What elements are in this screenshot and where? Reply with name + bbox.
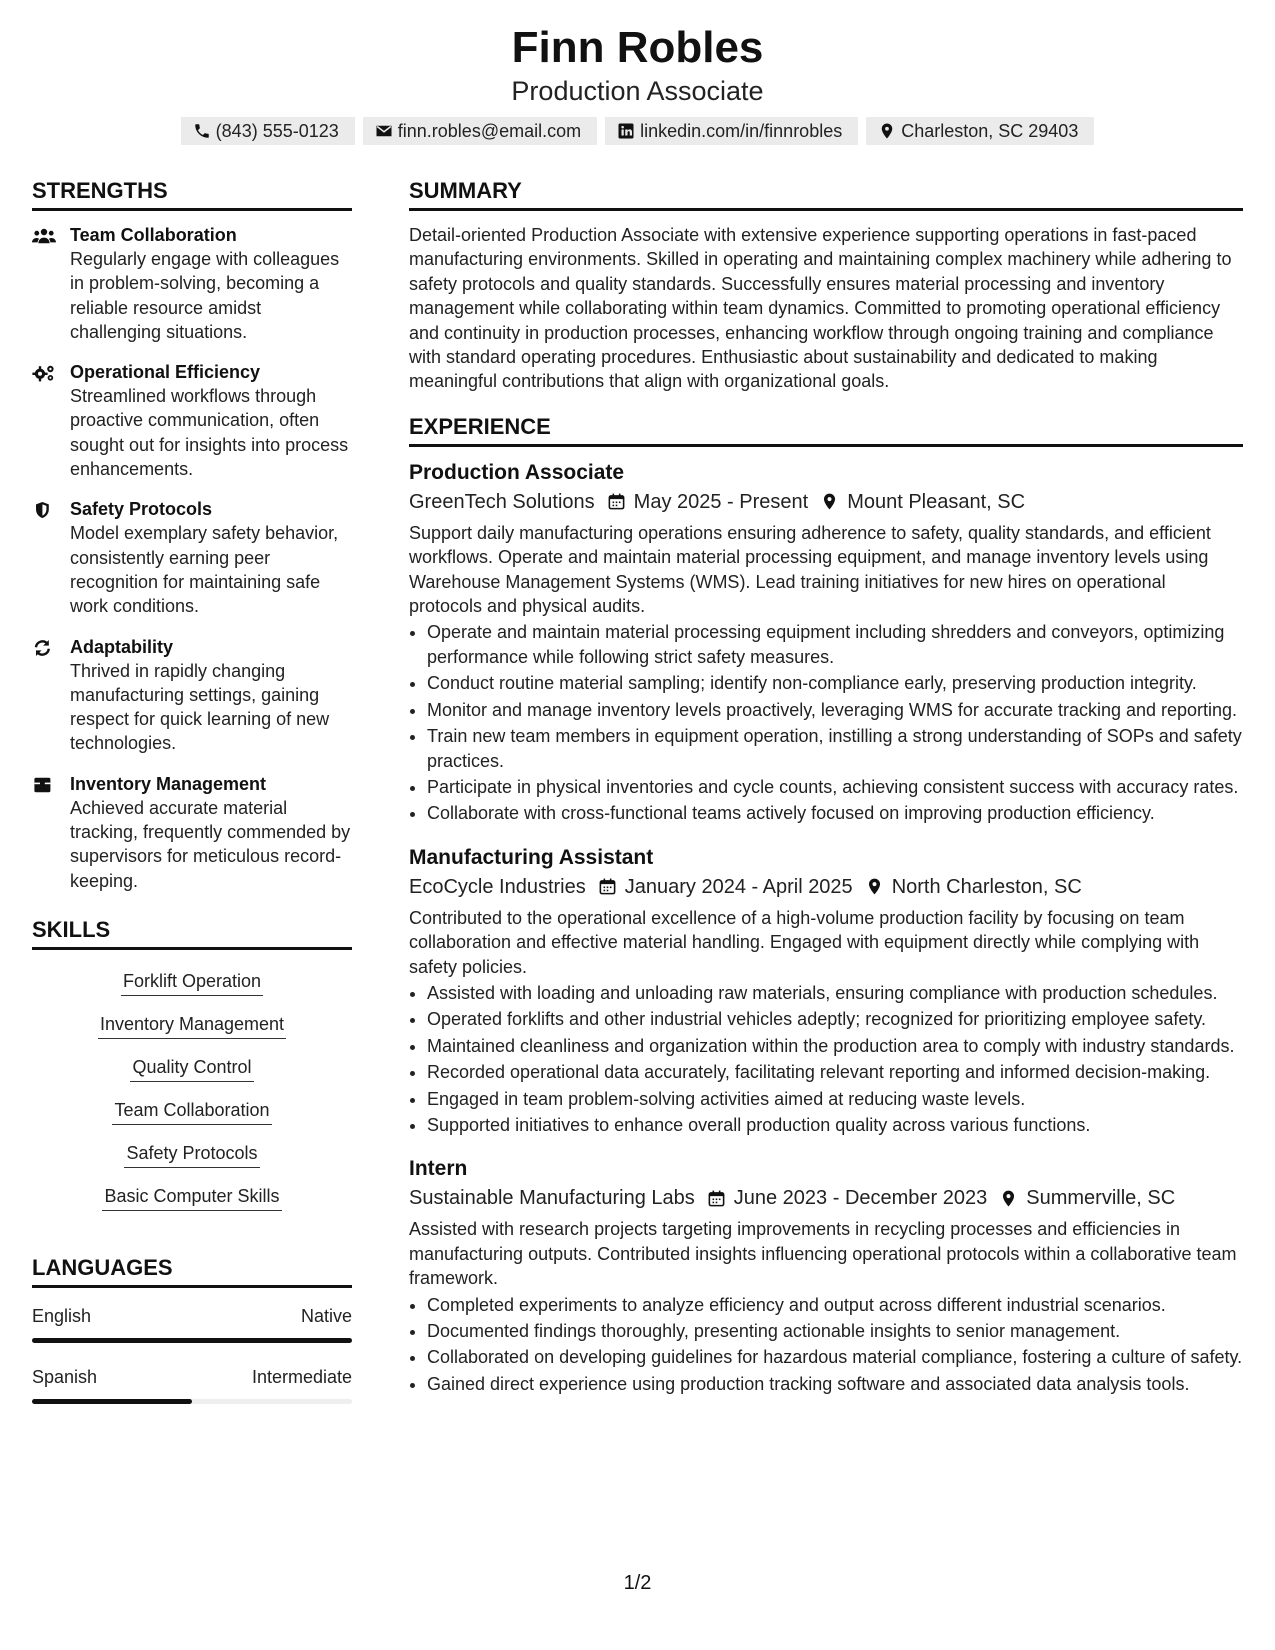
contact-bar <box>0 117 1275 145</box>
job-bullet: • Assisted with loading and unloading raw materials, ensuring compliance with production schedules. <box>427 981 1243 1005</box>
job-title: Production Associate <box>409 460 625 484</box>
sync-icon <box>32 638 56 658</box>
job-bullets <box>409 1293 1243 1397</box>
job-bullets <box>409 981 1243 1137</box>
summary-text: Detail-oriented Production Associate with extensive experience supporting operations in fast-paced manufacturing environments. Skilled in operating and maintaining complex machinery while adhering to safety protocols and quality standards. Successfully ensures material processing and inventory management while collaborating within team dynamics. Committed to promoting operational efficiency and continuity in production processes, enhancing workflow through ongoing training and compliance with standard operating procedures. Enthusiastic about sustainability and dedicated to making meaningful contributions that align with organizational goals. <box>409 225 1232 392</box>
strength-desc: Regularly engage with colleagues in problem-solving, becoming a reliable resource amidst challenging situations. <box>70 249 340 342</box>
resume-header <box>0 22 1275 145</box>
job-bullet: • Operated forklifts and other industrial vehicles adeptly; recognized for prioritizing employee safety. <box>427 1007 1243 1031</box>
page-number: 1/2 <box>623 1572 652 1594</box>
job-bullet: • Monitor and manage inventory levels proactively, leveraging WMS for accurate tracking and reporting. <box>427 698 1243 722</box>
job-bullet: • Collaborated on developing guidelines for hazardous material compliance, fostering a culture of safety. <box>427 1345 1243 1369</box>
job-entry <box>409 844 1243 1138</box>
job-description: Support daily manufacturing operations ensuring adherence to safety, quality standards, and efficient workflows. Operate and maintain material processing equipment, and manage inventory levels using Warehouse Management Systems (WMS). Lead training initiatives for new hires on operational protocols and physical audits. <box>409 522 1211 617</box>
map-pin-icon <box>999 1189 1018 1208</box>
phone-icon <box>193 122 211 140</box>
gears-icon <box>32 363 56 383</box>
job-bullet: • Train new team members in equipment operation, instilling a strong understanding of SOPs and safety practices. <box>427 724 1243 773</box>
strength-desc: Streamlined workflows through proactive communication, often sought out for insights into process enhancements. <box>70 386 349 480</box>
job-bullet: • Participate in physical inventories and cycle counts, achieving consistent success with accuracy rates. <box>427 775 1243 799</box>
calendar-icon <box>598 877 617 896</box>
language-proficiency-bar <box>32 1338 352 1343</box>
skill-tag: Quality Control <box>130 1054 253 1082</box>
job-company: EcoCycle Industries <box>409 875 586 898</box>
job-bullet: • Supported initiatives to enhance overall production quality across various functions. <box>427 1113 1243 1137</box>
strength-title: Team Collaboration <box>70 225 237 245</box>
strength-item <box>32 772 352 893</box>
linkedin-icon <box>617 122 635 140</box>
job-location: North Charleston, SC <box>891 875 1082 898</box>
job-bullet: • Gained direct experience using production tracking software and associated data analysis tools. <box>427 1372 1243 1396</box>
skill-tag: Forklift Operation <box>121 968 263 996</box>
language-name: Spanish <box>32 1366 98 1387</box>
job-dates: January 2024 - April 2025 <box>624 875 853 898</box>
job-description: Assisted with research projects targeting improvements in recycling processes and efficiencies in manufacturing outputs. Contributed insights influencing operational protocols within a collaborative team framework. <box>409 1219 1237 1289</box>
skills-list <box>32 962 352 1229</box>
skill-tag: Inventory Management <box>98 1011 286 1039</box>
job-location: Summerville, SC <box>1026 1187 1176 1210</box>
job-bullet: • Recorded operational data accurately, facilitating relevant reporting and informed decision-making. <box>427 1060 1243 1084</box>
summary-heading: SUMMARY <box>409 176 1243 211</box>
job-bullet: • Engaged in team problem-solving activities aimed at reducing waste levels. <box>427 1087 1243 1111</box>
job-dates: May 2025 - Present <box>633 490 809 513</box>
calendar-icon <box>707 1189 726 1208</box>
skill-tag: Basic Computer Skills <box>102 1183 281 1211</box>
job-entry <box>409 459 1243 826</box>
right-column <box>409 176 1243 1414</box>
job-company: Sustainable Manufacturing Labs <box>409 1187 695 1210</box>
contact-email-text: finn.robles@email.com <box>397 121 582 141</box>
experience-heading: EXPERIENCE <box>409 412 1243 447</box>
job-title: Manufacturing Assistant <box>409 845 654 869</box>
strength-title: Adaptability <box>70 636 174 657</box>
strength-desc: Model exemplary safety behavior, consistently earning peer recognition for maintaining safe work conditions. <box>70 523 339 617</box>
left-column <box>32 176 352 1404</box>
skill-tag: Team Collaboration <box>112 1097 271 1125</box>
job-entry <box>409 1155 1243 1396</box>
strength-title: Safety Protocols <box>70 499 213 520</box>
strength-item <box>32 360 352 481</box>
box-icon <box>32 775 56 795</box>
language-proficiency-bar <box>32 1399 352 1404</box>
contact-phone-text: (843) 555-0123 <box>215 121 339 141</box>
contact-phone <box>181 117 355 145</box>
language-proficiency-fill <box>32 1399 192 1404</box>
job-meta <box>409 1183 1243 1213</box>
strength-item <box>32 223 352 344</box>
candidate-name: Finn Robles <box>511 23 764 72</box>
contact-email <box>363 117 597 145</box>
strengths-heading: STRENGTHS <box>32 176 352 211</box>
contact-location-text: Charleston, SC 29403 <box>901 121 1079 141</box>
job-bullets <box>409 620 1243 825</box>
map-pin-icon <box>878 122 896 140</box>
strength-item <box>32 497 352 618</box>
language-proficiency-fill <box>32 1338 352 1343</box>
job-bullet: • Completed experiments to analyze efficiency and output across different industrial scenarios. <box>427 1293 1243 1317</box>
job-bullet: • Maintained cleanliness and organization within the production area to comply with industry standards. <box>427 1034 1243 1058</box>
map-pin-icon <box>820 492 839 511</box>
contact-location <box>866 117 1094 145</box>
contact-linkedin <box>605 117 858 145</box>
job-location: Mount Pleasant, SC <box>847 490 1026 513</box>
strength-item <box>32 635 352 756</box>
strength-desc: Achieved accurate material tracking, frequently commended by supervisors for meticulous record-keeping. <box>70 797 351 891</box>
strength-title: Inventory Management <box>70 773 267 794</box>
language-name: English <box>32 1305 92 1326</box>
users-icon <box>32 226 56 246</box>
language-level: Intermediate <box>251 1366 352 1387</box>
strength-desc: Thrived in rapidly changing manufacturing settings, gaining respect for quick learning of new technologies. <box>70 660 330 754</box>
language-item <box>32 1304 352 1343</box>
job-meta <box>409 487 1243 517</box>
shield-icon <box>32 500 56 520</box>
map-pin-icon <box>865 877 884 896</box>
calendar-icon <box>607 492 626 511</box>
job-bullet: • Collaborate with cross-functional teams actively focused on improving production efficiency. <box>427 801 1243 825</box>
languages-heading: LANGUAGES <box>32 1253 352 1288</box>
job-bullet: • Operate and maintain material processing equipment including shredders and conveyors, optimizing performance while following strict safety measures. <box>427 620 1243 669</box>
job-bullet: • Conduct routine material sampling; identify non-compliance early, preserving production integrity. <box>427 671 1243 695</box>
language-level: Native <box>300 1305 352 1326</box>
skill-tag: Safety Protocols <box>124 1140 259 1168</box>
skills-heading: SKILLS <box>32 915 352 950</box>
strength-title: Operational Efficiency <box>70 362 261 383</box>
job-description: Contributed to the operational excellence of a high-volume production facility by focusing on team collaboration and effective material handling. Engaged with equipment directly while complying with safety policies. <box>409 907 1200 977</box>
contact-linkedin-text: linkedin.com/in/finnrobles <box>640 121 843 141</box>
envelope-icon <box>375 122 393 140</box>
job-meta <box>409 872 1243 902</box>
job-bullet: • Documented findings thoroughly, presenting actionable insights to senior management. <box>427 1319 1243 1343</box>
job-company: GreenTech Solutions <box>409 490 595 513</box>
job-dates: June 2023 - December 2023 <box>733 1187 988 1210</box>
job-title: Intern <box>409 1157 468 1181</box>
language-item <box>32 1365 352 1404</box>
candidate-title: Production Associate <box>511 76 764 106</box>
